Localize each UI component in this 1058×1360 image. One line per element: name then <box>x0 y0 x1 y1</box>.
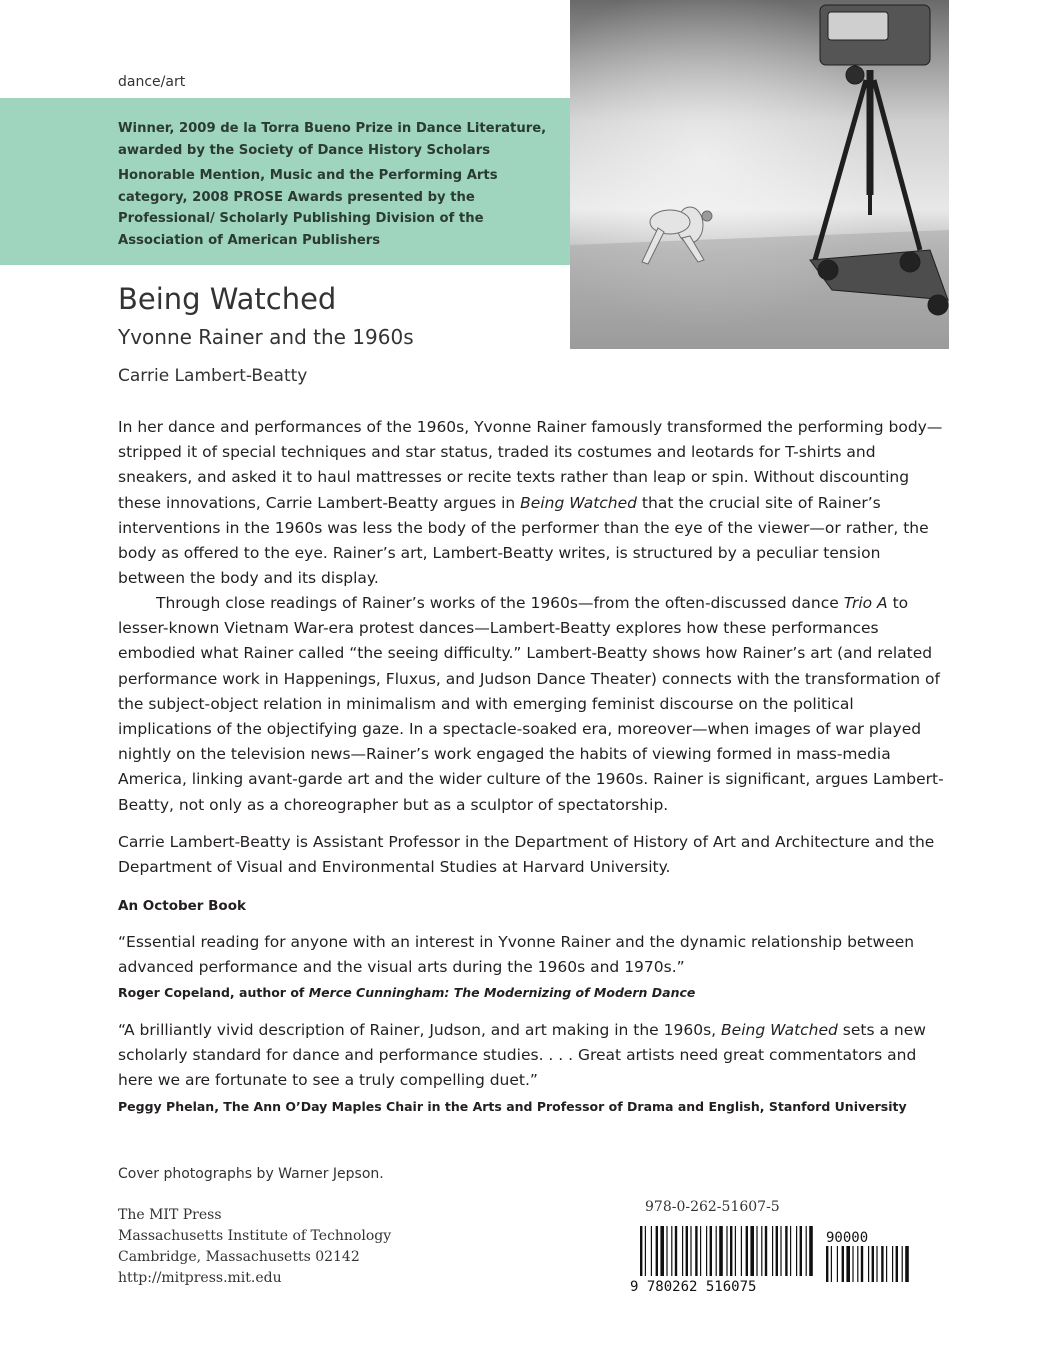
award-winner: Winner, 2009 de la Torra Bueno Prize in Dance Literature, awarded by the Society of Dance History Scholars <box>118 121 547 158</box>
barcode-bar <box>876 1246 877 1282</box>
ean-digits: 9 780262 516075 <box>630 1279 757 1294</box>
book-subtitle: Yvonne Rainer and the 1960s <box>118 325 414 349</box>
barcode-bar <box>881 1246 883 1282</box>
publisher-name: The MIT Press <box>118 1207 222 1223</box>
barcode-bar <box>776 1226 778 1276</box>
barcode-bar <box>730 1226 732 1276</box>
barcode-bar <box>780 1226 781 1276</box>
barcode-bar <box>756 1226 757 1276</box>
barcode-bar <box>719 1226 723 1276</box>
barcode-bar <box>671 1226 672 1276</box>
barcode <box>628 1224 913 1294</box>
barcode-bar <box>809 1226 813 1276</box>
barcode-bar <box>666 1226 667 1276</box>
book-author: Carrie Lambert-Beatty <box>118 366 308 386</box>
barcode-bar <box>800 1226 802 1276</box>
blurb-1-attribution: Roger Copeland, author of Merce Cunningham: The Modernizing of Modern Dance <box>118 985 696 1000</box>
barcode-bar <box>746 1226 748 1276</box>
barcode-bar <box>700 1226 701 1276</box>
barcode-bar <box>750 1226 754 1276</box>
publisher-city: Cambridge, Massachusetts 02142 <box>118 1249 360 1265</box>
barcode-bar <box>886 1246 887 1282</box>
barcode-bar <box>892 1246 893 1282</box>
barcode-bar <box>682 1226 683 1276</box>
barcode-bar <box>790 1226 791 1276</box>
barcode-bar <box>695 1226 697 1276</box>
barcode-bar <box>765 1226 767 1276</box>
barcode-bar <box>852 1246 853 1282</box>
description-paragraph-1: In her dance and performances of the 1960s, Yvonne Rainer famously transformed the performing body—stripped it of special techniques and star status, traded its costumes and leotards for T-shirts and sneakers, and asked it to haul mattresses or recite texts rather than leap or spin. Without discounting these innovations, Carrie Lambert-Beatty argues in Being Watched that the crucial site of Rainer’s interventions in the 1960s was less the body of the performer than the eye of the viewer—or rather, the body as offered to the eye. Rainer’s art, Lambert-Beatty writes, is structured by a peculiar tension between the body and its display. <box>118 418 943 588</box>
photo-credit: Cover photographs by Warner Jepson. <box>118 1166 384 1182</box>
barcode-bar <box>640 1226 642 1276</box>
barcode-bar <box>651 1226 652 1276</box>
blurb-1-quote: “Essential reading for anyone with an interest in Yvonne Rainer and the dynamic relationship between advanced performance and the visual arts during the 1960s and 1970s.” <box>118 933 915 976</box>
barcode-bar <box>660 1226 664 1276</box>
price-code: 90000 <box>826 1230 869 1246</box>
barcode-bar <box>645 1226 646 1276</box>
isbn-number: 978-0-262-51607-5 <box>645 1199 780 1215</box>
barcode-bar <box>905 1246 909 1282</box>
barcode-bar <box>710 1226 712 1276</box>
category-label: dance/art <box>118 74 186 90</box>
book-title: Being Watched <box>118 282 337 316</box>
description-paragraph-2: Through close readings of Rainer’s works of the 1960s—from the often-discussed dance Trio A to lesser-known Vietnam War-era protest dances—Lambert-Beatty explores how these performances embodied what Rainer called “the seeing difficulty.” Lambert-Beatty shows how Rainer’s art (and related performance work in Happenings, Fluxus, and Judson Dance Theater) connects with the transformation of the subject-object relation in minimalism and with emerging feminist discourse on the political implications of the objectifying gaze. In a spectacle-soaked era, moreover—when images of war played nightly on the television news—Rainer’s work engaged the habits of viewing formed in mass-media America, linking avant-garde art and the wider culture of the 1960s. Rainer is significant, argues Lambert-Beatty, not only as a choreographer but as a sculptor of spectatorship. <box>118 594 944 814</box>
barcode-bar <box>842 1246 844 1282</box>
barcode-bar <box>872 1246 874 1282</box>
barcode-bar <box>868 1246 869 1282</box>
barcode-bar <box>785 1226 787 1276</box>
barcode-bar <box>772 1226 773 1276</box>
barcode-bar <box>686 1226 688 1276</box>
barcode-bar <box>761 1226 762 1276</box>
barcode-bar <box>796 1226 797 1276</box>
author-bio: Carrie Lambert-Beatty is Assistant Professor in the Department of History of Art and Architecture and the Department of Visual and Environmental Studies at Harvard University. <box>118 833 935 877</box>
barcode-bar <box>726 1226 727 1276</box>
barcode-bar <box>846 1246 850 1282</box>
publisher-address <box>118 1205 391 1289</box>
barcode-bar <box>857 1246 858 1282</box>
barcode-bar <box>896 1246 898 1282</box>
barcode-bar <box>837 1246 838 1282</box>
publisher-url[interactable]: http://mitpress.mit.edu <box>118 1270 282 1286</box>
award-honorable-mention: Honorable Mention, Music and the Performing Arts category, 2008 PROSE Awards presented by the Professional/ Scholarly Publishing Division of the Association of American Publishers <box>118 168 498 248</box>
cover-photo <box>570 0 949 349</box>
barcode-bar <box>690 1226 691 1276</box>
barcode-bar <box>735 1226 736 1276</box>
barcode-bar <box>826 1246 828 1282</box>
series-label: An October Book <box>118 898 246 914</box>
barcode-bar <box>716 1226 717 1276</box>
barcode-bar <box>806 1226 807 1276</box>
blurb-2-attribution: Peggy Phelan, The Ann O’Day Maples Chair in the Arts and Professor of Drama and English, Stanford University <box>118 1099 907 1114</box>
barcode-bar <box>741 1226 742 1276</box>
barcode-bar <box>675 1226 677 1276</box>
barcode-bar <box>902 1246 903 1282</box>
publisher-institution: Massachusetts Institute of Technology <box>118 1228 392 1244</box>
barcode-bar <box>656 1226 658 1276</box>
barcode-bar <box>831 1246 832 1282</box>
barcode-bar <box>861 1246 863 1282</box>
barcode-bar <box>706 1226 707 1276</box>
blurb-2-quote: “A brilliantly vivid description of Rainer, Judson, and art making in the 1960s, Being Watched sets a new scholarly standard for dance and performance studies. . . . Great artists need great commentators and here we are fortunate to see a truly compelling duet.” <box>118 1021 926 1089</box>
